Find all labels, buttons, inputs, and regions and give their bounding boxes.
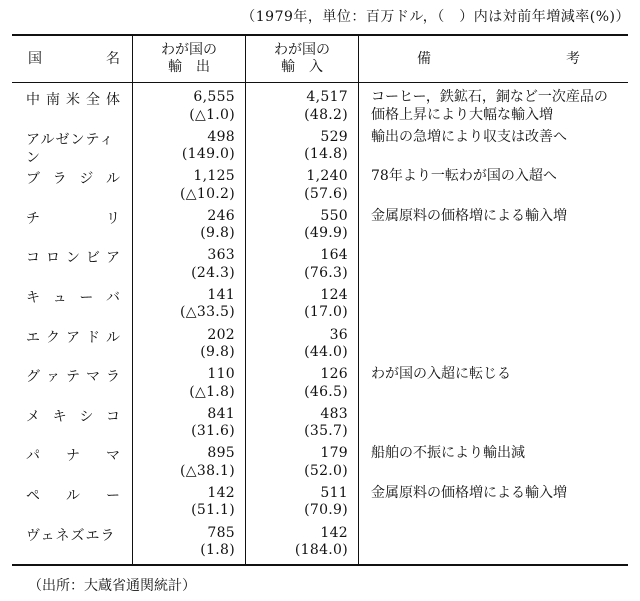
imports-cell bbox=[246, 83, 359, 129]
imports-change-percent: (44.0) bbox=[304, 344, 348, 361]
remarks-cell bbox=[359, 366, 629, 406]
country-name bbox=[12, 329, 132, 347]
exports-value: 202 bbox=[207, 326, 235, 343]
remark-line: 金属原料の価格増による輸入増 bbox=[371, 484, 567, 501]
exports-cell bbox=[133, 525, 246, 566]
country-name-char: ペ bbox=[26, 487, 40, 504]
country-name-char: メ bbox=[26, 408, 40, 425]
exports-value: 110 bbox=[207, 366, 235, 383]
remark-line: 78年より一転わが国の入超へ bbox=[371, 168, 557, 185]
exports-cell bbox=[133, 129, 246, 169]
imports-cell bbox=[246, 129, 359, 169]
source-note: （出所：大蔵省通関統計） bbox=[28, 578, 196, 594]
exports-cell bbox=[133, 485, 246, 525]
imports-value: 483 bbox=[320, 405, 348, 422]
country-name-char: ブ bbox=[26, 171, 40, 188]
imports-value: 126 bbox=[320, 366, 348, 383]
exports-value: 895 bbox=[207, 445, 235, 462]
exports-cell bbox=[133, 327, 246, 367]
header-country-part-1: 国 bbox=[28, 50, 42, 67]
country-name bbox=[12, 91, 132, 109]
country-name bbox=[12, 368, 132, 386]
remarks-cell bbox=[359, 83, 629, 129]
country-name-char: ン bbox=[66, 250, 80, 267]
table-row bbox=[12, 129, 628, 169]
remarks-cell bbox=[359, 525, 629, 566]
country-name-char: ー bbox=[79, 289, 94, 306]
country-name-char: リ bbox=[106, 210, 120, 227]
exports-value: 246 bbox=[207, 207, 235, 224]
remark-line: 輸出の急増により収支は改善へ bbox=[371, 128, 567, 145]
country-name-char: パ bbox=[26, 448, 40, 465]
header-row bbox=[12, 35, 628, 83]
table-body bbox=[12, 83, 628, 566]
imports-cell bbox=[246, 247, 359, 287]
remarks-cell bbox=[359, 287, 629, 327]
imports-change-percent: (46.5) bbox=[304, 383, 348, 400]
exports-change-percent: (1.8) bbox=[200, 542, 235, 559]
exports-value: 1,125 bbox=[193, 168, 235, 185]
remarks-cell bbox=[359, 406, 629, 446]
unit-note: （1979年，単位：百万ドル，（ ）内は対前年増減率(%)） bbox=[241, 9, 630, 25]
country-cell bbox=[12, 445, 133, 485]
country-name bbox=[12, 249, 132, 267]
country-name-char: シ bbox=[79, 408, 94, 425]
imports-change-percent: (35.7) bbox=[304, 423, 348, 440]
country-name-char: ド bbox=[86, 329, 100, 346]
country-cell bbox=[12, 168, 133, 208]
exports-cell bbox=[133, 168, 246, 208]
country-name-char: コ bbox=[26, 250, 40, 267]
country-name-char: ア bbox=[66, 329, 80, 346]
remarks-cell bbox=[359, 485, 629, 525]
imports-cell bbox=[246, 406, 359, 446]
country-cell bbox=[12, 366, 133, 406]
country-name-char: 体 bbox=[106, 92, 120, 108]
remark-line: コーヒー，鉄鉱石，銅など一次産品の bbox=[371, 89, 608, 105]
remarks-cell bbox=[359, 445, 629, 485]
exports-change-percent: (△33.5) bbox=[180, 304, 235, 321]
table-row bbox=[12, 168, 628, 208]
country-name-char: キ bbox=[26, 289, 40, 306]
remark-line: わが国の入超に転じる bbox=[371, 366, 511, 383]
country-name-char: バ bbox=[105, 289, 120, 306]
country-name-char: ル bbox=[106, 329, 120, 346]
table-row bbox=[12, 366, 628, 406]
exports-cell bbox=[133, 208, 246, 248]
exports-change-percent: (△38.1) bbox=[180, 462, 235, 479]
exports-cell bbox=[133, 287, 246, 327]
imports-cell bbox=[246, 168, 359, 208]
country-cell bbox=[12, 327, 133, 367]
imports-change-percent: (17.0) bbox=[304, 304, 348, 321]
country-name-char: ル bbox=[66, 487, 80, 504]
header-imports-line-2: 輸 入 bbox=[281, 59, 323, 75]
country-cell bbox=[12, 525, 133, 566]
country-name-char: ラ bbox=[52, 171, 67, 188]
country-name-char: ク bbox=[46, 329, 60, 346]
exports-cell bbox=[133, 406, 246, 446]
country-name-char: テ bbox=[66, 369, 80, 386]
country-name bbox=[12, 170, 132, 188]
imports-cell bbox=[246, 525, 359, 566]
country-name: アルゼンティン bbox=[26, 131, 115, 166]
table-row bbox=[12, 525, 628, 566]
remarks-cell bbox=[359, 129, 629, 169]
country-name bbox=[12, 289, 132, 307]
table-row bbox=[12, 247, 628, 287]
remarks-cell bbox=[359, 168, 629, 208]
country-name-char: ナ bbox=[66, 448, 80, 465]
country-name-char: 中 bbox=[26, 92, 40, 108]
table-row bbox=[12, 445, 628, 485]
header-exports-line-2: 輸 出 bbox=[168, 59, 210, 75]
imports-change-percent: (52.0) bbox=[304, 462, 348, 479]
header-exports bbox=[133, 35, 246, 83]
table-row bbox=[12, 485, 628, 525]
country-name-char: ー bbox=[106, 487, 120, 504]
imports-value: 179 bbox=[320, 445, 348, 462]
imports-change-percent: (49.9) bbox=[304, 225, 348, 242]
exports-change-percent: (9.8) bbox=[200, 225, 235, 242]
country-name-char: 全 bbox=[86, 92, 100, 108]
exports-cell bbox=[133, 366, 246, 406]
country-name-char: ル bbox=[105, 171, 120, 188]
country-name-char: ラ bbox=[106, 369, 120, 386]
country-name-char: マ bbox=[106, 448, 120, 465]
country-name-char: グ bbox=[26, 369, 40, 386]
remark-line: 金属原料の価格増による輸入増 bbox=[371, 207, 567, 224]
country-name-char: 南 bbox=[46, 92, 60, 108]
trade-table bbox=[12, 34, 628, 566]
country-name-char: ァ bbox=[46, 369, 60, 386]
imports-change-percent: (76.3) bbox=[304, 264, 348, 281]
imports-change-percent: (70.9) bbox=[304, 502, 348, 519]
imports-change-percent: (14.8) bbox=[304, 146, 348, 163]
country-cell bbox=[12, 83, 133, 129]
imports-change-percent: (48.2) bbox=[304, 106, 348, 123]
exports-change-percent: (149.0) bbox=[181, 146, 235, 163]
exports-change-percent: (△1.0) bbox=[189, 106, 235, 123]
country-name-char: ジ bbox=[79, 171, 94, 188]
header-imports bbox=[246, 35, 359, 83]
country-name bbox=[12, 487, 132, 505]
exports-value: 6,555 bbox=[193, 89, 235, 105]
exports-value: 841 bbox=[207, 405, 235, 422]
exports-change-percent: (51.1) bbox=[191, 502, 235, 519]
imports-value: 1,240 bbox=[306, 168, 348, 185]
imports-cell bbox=[246, 445, 359, 485]
imports-change-percent: (184.0) bbox=[294, 542, 348, 559]
imports-value: 511 bbox=[320, 484, 348, 501]
country-name-char: ビ bbox=[86, 250, 100, 267]
imports-value: 550 bbox=[320, 207, 348, 224]
remark-line: 船舶の不振により輸出減 bbox=[371, 445, 525, 462]
imports-value: 529 bbox=[320, 128, 348, 145]
exports-change-percent: (9.8) bbox=[200, 344, 235, 361]
country-name-char: コ bbox=[105, 408, 120, 425]
header-country-part-2: 名 bbox=[106, 50, 120, 67]
imports-change-percent: (57.6) bbox=[304, 185, 348, 202]
remarks-cell bbox=[359, 327, 629, 367]
country-cell bbox=[12, 208, 133, 248]
country-name bbox=[12, 408, 132, 426]
header-exports-line-1: わが国の bbox=[161, 42, 217, 58]
exports-value: 363 bbox=[207, 247, 235, 264]
country-cell bbox=[12, 287, 133, 327]
country-name bbox=[12, 210, 132, 228]
exports-cell bbox=[133, 247, 246, 287]
country-cell bbox=[12, 129, 133, 169]
imports-value: 36 bbox=[329, 326, 348, 343]
country-name: ヴェネズエラ bbox=[26, 527, 116, 544]
exports-value: 785 bbox=[207, 524, 235, 541]
country-name-char: ロ bbox=[46, 250, 60, 267]
country-cell bbox=[12, 485, 133, 525]
table-row bbox=[12, 327, 628, 367]
imports-cell bbox=[246, 485, 359, 525]
country-name-char: ア bbox=[106, 250, 120, 267]
country-cell bbox=[12, 406, 133, 446]
exports-value: 498 bbox=[207, 128, 235, 145]
exports-change-percent: (24.3) bbox=[191, 264, 235, 281]
exports-cell bbox=[133, 83, 246, 129]
country-name bbox=[12, 447, 132, 465]
imports-value: 4,517 bbox=[306, 89, 348, 105]
country-name-char: 米 bbox=[66, 92, 80, 108]
header-remarks bbox=[359, 35, 629, 83]
exports-value: 142 bbox=[207, 484, 235, 501]
imports-cell bbox=[246, 208, 359, 248]
exports-change-percent: (△10.2) bbox=[180, 185, 235, 202]
header-country bbox=[12, 35, 133, 83]
imports-value: 164 bbox=[320, 247, 348, 264]
imports-cell bbox=[246, 327, 359, 367]
exports-change-percent: (31.6) bbox=[191, 423, 235, 440]
country-name-char: エ bbox=[26, 329, 40, 346]
country-cell bbox=[12, 247, 133, 287]
header-remarks-part-2: 考 bbox=[566, 50, 580, 67]
header-imports-line-1: わが国の bbox=[274, 42, 330, 58]
imports-cell bbox=[246, 287, 359, 327]
table-row bbox=[12, 208, 628, 248]
imports-value: 124 bbox=[320, 286, 348, 303]
remarks-cell bbox=[359, 247, 629, 287]
remark-line: 価格上昇により大幅な輸入増 bbox=[371, 106, 553, 123]
country-name-char: マ bbox=[86, 369, 100, 386]
imports-cell bbox=[246, 366, 359, 406]
imports-value: 142 bbox=[320, 524, 348, 541]
exports-cell bbox=[133, 445, 246, 485]
remarks-cell bbox=[359, 208, 629, 248]
exports-change-percent: (△1.8) bbox=[189, 383, 235, 400]
country-name-char: キ bbox=[52, 408, 67, 425]
table-row bbox=[12, 406, 628, 446]
exports-value: 141 bbox=[207, 286, 235, 303]
country-name-char: ュ bbox=[52, 289, 67, 306]
header-remarks-part-1: 備 bbox=[417, 50, 431, 67]
country-name-char: チ bbox=[26, 210, 40, 227]
table-row bbox=[12, 83, 628, 129]
table-row bbox=[12, 287, 628, 327]
